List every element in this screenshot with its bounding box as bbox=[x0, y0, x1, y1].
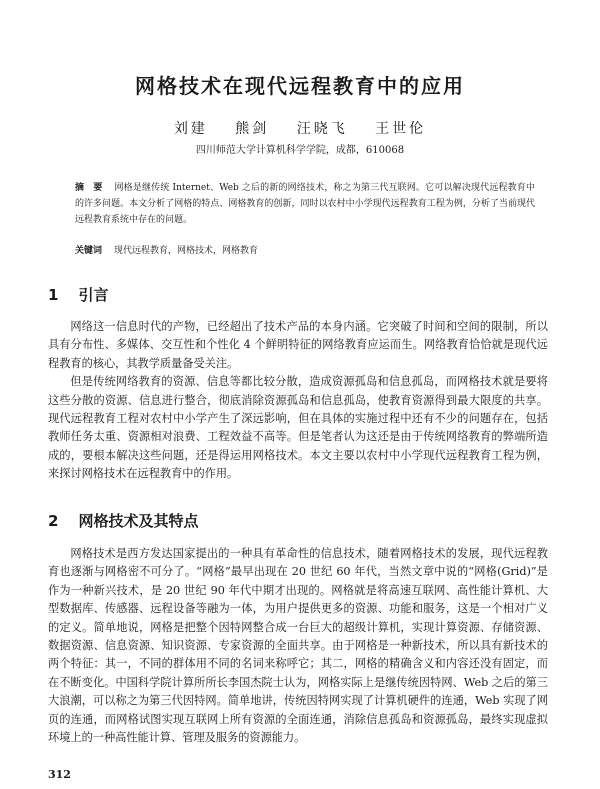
paragraph: 网格技术是西方发达国家提出的一种具有革命性的信息技术，随着网格技术的发展，现代远程教育也逐渐与网格密不可分了。“网格”最早出现在 20 世纪 60 年代，当然文章中说的“网格(Grid)”是作为一种新兴技术，是 20 世纪 90 年代中期才出现的。网格就是将高速互联网、高性能计算机、大型数据库、传感器、远程设备等融为一体，为用户提供更多的资源、功能和服务，这是一个相对广义的定义。简单地说，网格是把整个因特网整合成一台巨大的超级计算机，实现计算资源、存储资源、数据资源、信息资源、知识资源、专家资源的全面共享。由于网格是一种新技术，所以具有新技术的两个特征：其一，不同的群体用不同的名词来称呼它；其二，网格的精确含义和内容还没有固定，而在不断变化。中国科学院计算所所长李国杰院士认为，网格实际上是继传统因特网、Web 之后的第三大浪潮，可以称之为第三代因特网。简单地讲，传统因特网实现了计算机硬件的连通，Web 实现了网页的连通，而网格试图实现互联网上所有资源的全面连通，消除信息孤岛和资源孤岛，最终实现虚拟环境上的一种高性能计算、管理及服务的资源能力。 bbox=[48, 547, 548, 745]
author-name: 汪晓飞 bbox=[296, 121, 348, 137]
abstract bbox=[75, 180, 535, 228]
author-name: 刘建 bbox=[173, 121, 208, 137]
section-title: 引言 bbox=[78, 286, 109, 304]
section-number: 2 bbox=[48, 512, 59, 530]
page-number: 312 bbox=[48, 768, 71, 781]
section-heading-introduction bbox=[48, 284, 108, 305]
section-number: 1 bbox=[48, 286, 59, 304]
author-name: 熊剑 bbox=[235, 121, 270, 137]
author-affiliation: 四川师范大学计算机科学学院，成都，610068 bbox=[195, 145, 405, 156]
paragraph: 但是传统网络教育的资源、信息等都比较分散，造成资源孤岛和信息孤岛，而网格技术就是要将这些分散的资源、信息进行整合，彻底消除资源孤岛和信息孤岛，使教育资源得到最大限度的共享。现代远程教育工程对农村中小学产生了深远影响，但在具体的实施过程中还有不少的问题存在，包括教师任务太重、资源相对浪费、工程效益不高等。但是笔者认为这还是由于传统网络教育的弊端所造成的，要根本解决这些问题，还是得运用网格技术。本文主要以农村中小学现代远程教育工程为例，来探讨网格技术在远程教育中的作用。 bbox=[48, 375, 548, 481]
keywords-text: 现代远程教育，网格技术，网格教育 bbox=[114, 246, 259, 256]
abstract-label: 摘 要 bbox=[75, 183, 103, 193]
author-name: 王世伦 bbox=[375, 121, 427, 137]
abstract-text: 网格是继传统 Internet、Web 之后的新的网络技术，称之为第三代互联网。它可以解决现代远程教育中的许多问题。本文分析了网格的特点、网格教育的创新，同时以农村中小学现代远程教育工程为例，分析了当前现代远程教育系统中存在的问题。 bbox=[75, 183, 535, 225]
paper-title: 网格技术在现代远程教育中的应用 bbox=[135, 74, 465, 98]
keywords-label: 关键词 bbox=[75, 246, 103, 256]
section-title: 网格技术及其特点 bbox=[78, 512, 199, 530]
author-list bbox=[0, 118, 600, 138]
section-body-grid-technology bbox=[48, 545, 548, 747]
section-heading-grid-technology bbox=[48, 510, 198, 531]
keywords bbox=[75, 243, 535, 256]
section-body-introduction bbox=[48, 318, 548, 484]
paragraph: 网络这一信息时代的产物，已经超出了技术产品的本身内涵。它突破了时间和空间的限制，所以具有分布性、多媒体、交互性和个性化 4 个鲜明特征的网络教育应运而生。网络教育恰恰就是现代远程教育的核心，其教学质量备受关注。 bbox=[48, 320, 548, 370]
